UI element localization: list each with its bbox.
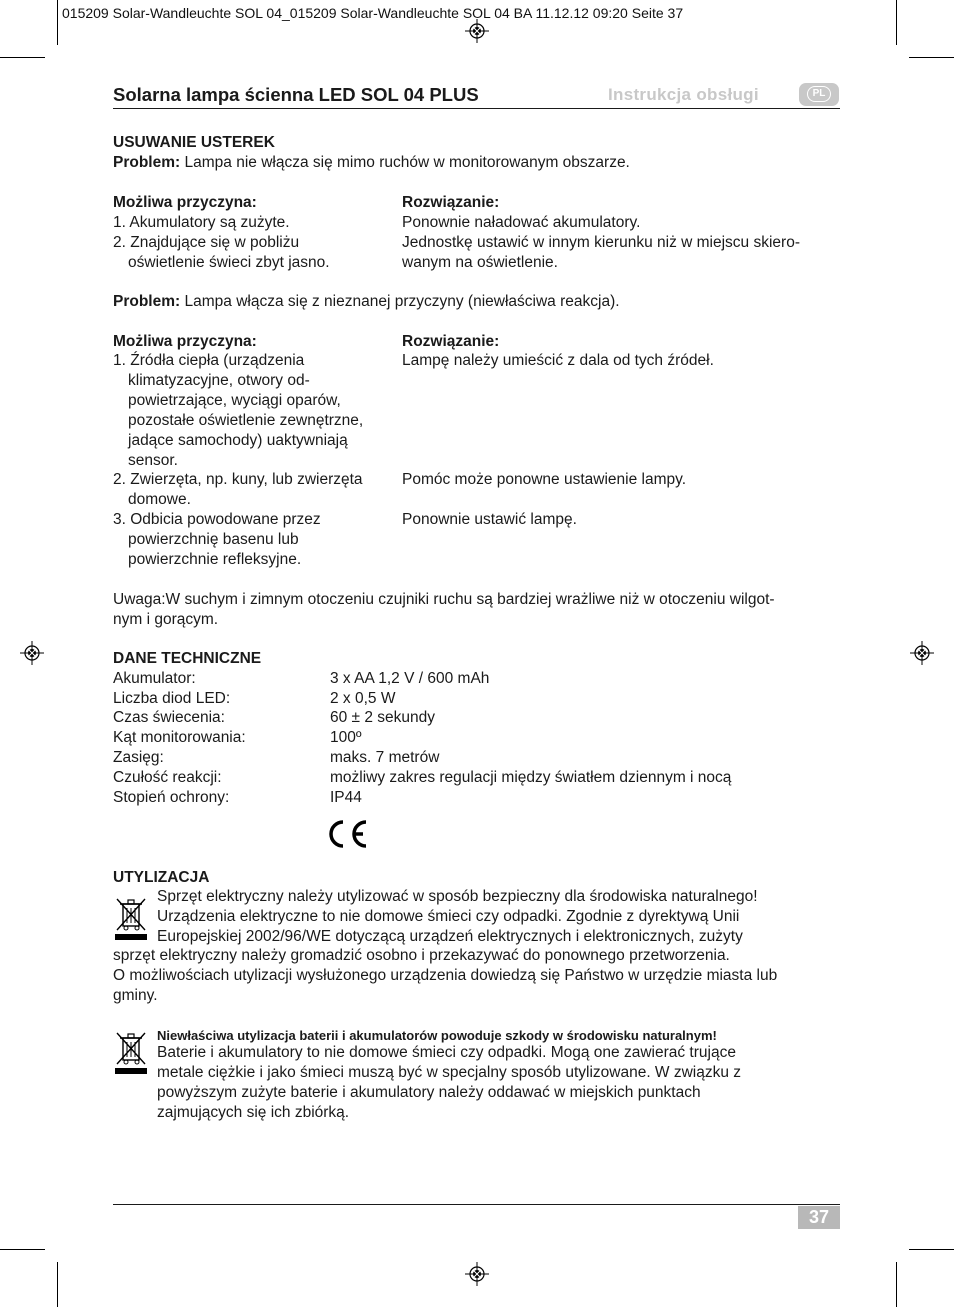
spec-label: Liczba diod LED: [113, 690, 231, 707]
solution-label: Rozwiązanie: [402, 194, 500, 211]
registration-mark-icon [465, 1262, 489, 1286]
battery-line: zajmujących się ich zbiórką. [157, 1104, 350, 1121]
battery-line: Baterie i akumulatory to nie domowe śmieci czy odpadki. Mogą one zawierać trujące [157, 1044, 736, 1061]
crossed-bin-icon [114, 896, 148, 940]
cause-line: 1. Źródła ciepła (urządzenia [113, 352, 305, 369]
crop-mark [909, 1249, 954, 1250]
cause-line: 2. Zwierzęta, np. kuny, lub zwierzęta [113, 471, 363, 488]
solution-line: Ponownie naładować akumulatory. [402, 214, 641, 231]
battery-line: powyższym zużyte baterie i akumulatory należy oddawać w miejskich punktach [157, 1084, 701, 1101]
spec-label: Stopień ochrony: [113, 789, 230, 806]
specs-heading: DANE TECHNICZNE [113, 650, 262, 667]
disposal-line: Urządzenia elektryczne to nie domowe śmieci czy odpadki. Zgodnie z dyrektywą Unii [157, 908, 740, 925]
problem-label: Problem: [113, 154, 181, 171]
cause-line: jadące samochody) uaktywniają [128, 432, 348, 449]
disposal-line: gminy. [113, 987, 158, 1004]
disposal-line: Europejskiej 2002/96/WE dotyczącą urządzeń elektrycznych i elektronicznych, zużyty [157, 928, 743, 945]
battery-warning: Niewłaściwa utylizacja baterii i akumulatorów powoduje szkody w środowisku naturalnym! [157, 1028, 717, 1043]
problem-1 [113, 153, 630, 173]
cause-line: oświetlenie świeci zbyt jasno. [128, 254, 330, 271]
ce-mark-icon [325, 818, 369, 850]
registration-mark-icon [910, 641, 934, 665]
solution-label: Rozwiązanie: [402, 333, 500, 350]
disposal-line: O możliwościach utylizacji wysłużonego urządzenia dowiedzą się Państwo w urzędzie miasta lub [113, 967, 778, 984]
spec-label: Czas świecenia: [113, 709, 225, 726]
crop-mark [57, 1262, 58, 1307]
solution-line: Ponownie ustawić lampę. [402, 511, 577, 528]
crop-mark [896, 1262, 897, 1307]
note-line: nym i gorącym. [113, 611, 219, 628]
crop-mark [896, 0, 897, 45]
disposal-line: Sprzęt elektryczny należy utylizować w sposób bezpieczny dla środowiska naturalnego! [157, 888, 758, 905]
solution-line: wanym na oświetlenie. [402, 254, 558, 271]
cause-line: powierzchnię basenu lub [128, 531, 299, 548]
spec-value: 2 x 0,5 W [330, 690, 396, 707]
problem-text: Lampa włącza się z nieznanej przyczyny (niewłaściwa reakcja). [184, 293, 620, 310]
battery-line: metale ciężkie i jako śmieci muszą być w specjalny sposób utylizowane. W związku z [157, 1064, 742, 1081]
solution-line: Lampę należy umieścić z dala od tych źródeł. [402, 352, 714, 369]
disposal-line: sprzęt elektryczny należy gromadzić osobno i przekazywać do ponownego przetworzenia. [113, 947, 730, 964]
spec-label: Kąt monitorowania: [113, 729, 246, 746]
cause-line: 2. Znajdujące się w pobliżu [113, 234, 300, 251]
spec-value: 100º [330, 729, 362, 746]
crop-mark [57, 0, 58, 45]
spec-label: Czułość reakcji: [113, 769, 222, 786]
page-number: 37 [798, 1206, 840, 1229]
spec-value: IP44 [330, 789, 362, 806]
cause-line: sensor. [128, 452, 178, 469]
solution-line: Jednostkę ustawić w innym kierunku niż w miejscu skiero- [402, 234, 800, 251]
cause-line: 1. Akumulatory są zużyte. [113, 214, 290, 231]
crop-mark [0, 57, 45, 58]
registration-mark-icon [20, 641, 44, 665]
spec-value: możliwy zakres regulacji między światłem dziennym i nocą [330, 769, 732, 786]
section-title: Instrukcja obsługi [608, 85, 759, 104]
cause-line: powietrzające, wyciągi oparów, [128, 392, 341, 409]
solution-line: Pomóc może ponowne ustawienie lampy. [402, 471, 687, 488]
crossed-bin-icon [114, 1030, 148, 1074]
cause-line: domowe. [128, 491, 191, 508]
cause-line: 3. Odbicia powodowane przez [113, 511, 321, 528]
crop-mark [909, 57, 954, 58]
footer-rule [113, 1204, 840, 1205]
spec-value: maks. 7 metrów [330, 749, 440, 766]
header-rule [113, 108, 840, 109]
page-title: Solarna lampa ścienna LED SOL 04 PLUS [113, 84, 479, 105]
spec-label: Zasięg: [113, 749, 164, 766]
crop-mark [0, 1249, 45, 1250]
spec-value: 3 x AA 1,2 V / 600 mAh [330, 670, 490, 687]
print-slug: 015209 Solar-Wandleuchte SOL 04_015209 Solar-Wandleuchte SOL 04 BA 11.12.12 09:20 Seite 37 [62, 5, 684, 21]
cause-line: powierzchnie refleksyjne. [128, 551, 302, 568]
spec-label: Akumulator: [113, 670, 196, 687]
cause-label: Możliwa przyczyna: [113, 333, 257, 350]
cause-label: Możliwa przyczyna: [113, 194, 257, 211]
troubleshooting-heading: USUWANIE USTEREK [113, 134, 275, 151]
language-badge [799, 83, 839, 106]
cause-line: pozostałe oświetlenie zewnętrzne, [128, 412, 364, 429]
cause-line: klimatyzacyjne, otwory od- [128, 372, 310, 389]
problem-2 [113, 292, 620, 312]
registration-mark-icon [465, 19, 489, 43]
spec-value: 60 ± 2 sekundy [330, 709, 436, 726]
disposal-heading: UTYLIZACJA [113, 869, 210, 886]
problem-text: Lampa nie włącza się mimo ruchów w monitorowanym obszarze. [184, 154, 630, 171]
language-label: PL [807, 86, 831, 102]
note-line: Uwaga:W suchym i zimnym otoczeniu czujniki ruchu są bardziej wrażliwe niż w otoczeniu wilgot- [113, 591, 775, 608]
problem-label: Problem: [113, 293, 181, 310]
